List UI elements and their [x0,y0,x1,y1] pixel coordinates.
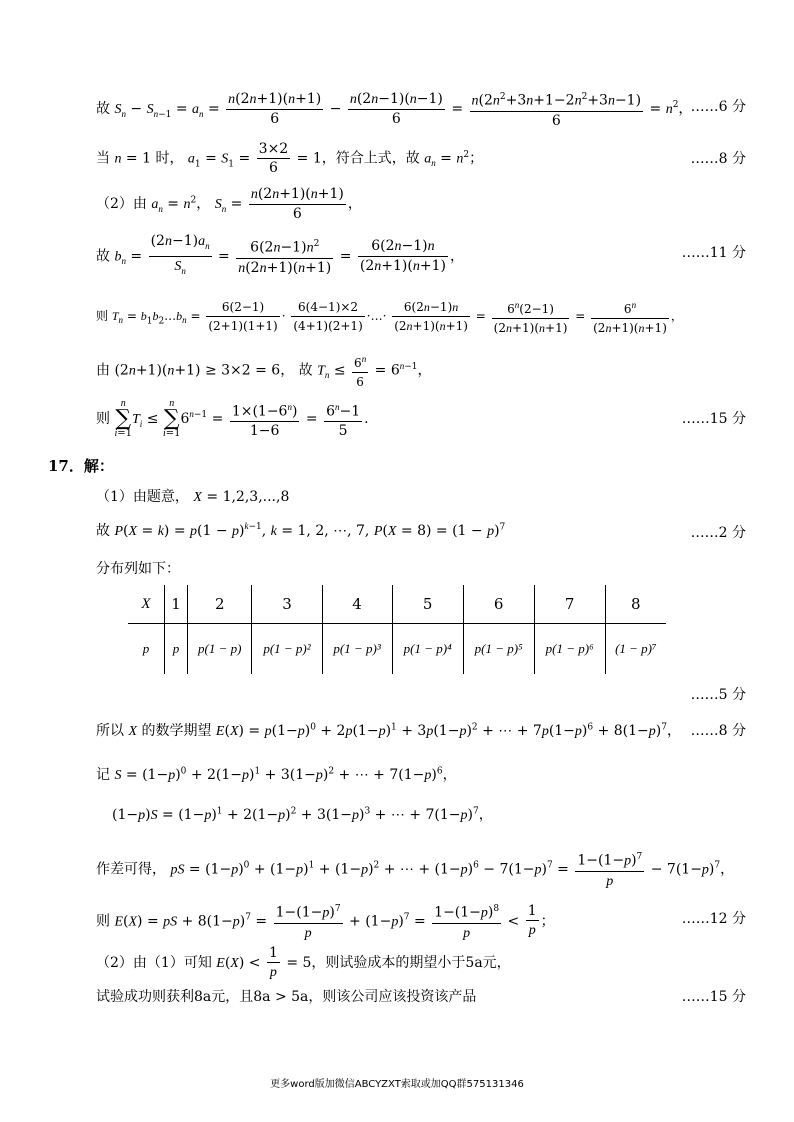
table-cell: X [128,585,165,624]
points-2: ……2 分 [690,525,746,541]
points-8b: ……8 分 [690,723,746,739]
footer-note: 更多word版加微信ABCYZXT索取或加QQ群575131346 [270,1079,524,1090]
equation-an-derivation: 故 $S_n - S_{n-1} = a_n$ = $\frac{n(2n+1)(n+1)}{6}$ − $\frac{n(2n-1)(n-1)}{6}$ = $\frac{n(2n^2+3n+1-2n^2+3n-1)}{6}$ = $n^2$， [96,88,692,130]
points-6: ……6 分 [690,99,746,115]
equation-s-shifted: $(1-p)S = (1-p)^1 + 2(1-p)^2 + 3(1-p)^3$ + ⋯ + $7(1-p)^7$， [112,806,493,823]
table-row [128,624,666,675]
table-cell: p [128,624,165,675]
points-15: ……15 分 [681,411,746,427]
equation-s-definition: 记 $S = (1-p)^0 + 2(1-p)^1 + 3(1-p)^2$ + ⋯ + $7(1-p)^6$， [96,766,457,783]
equation-n-equals-1: 当 n = 1 时， $a_1 = S_1$ = $\frac{3\times 2}{6}$ = 1，符合上式，故 $a_n = n^2$； [96,141,484,176]
equation-sum-tn: 则 n ∑ $i=1T_i \le n$ ∑ $i=16^{n-1}$ = $\frac{1\times(1-6^n)}{1-6}$ = $\frac{6^n-1}{5}$ . [96,397,369,439]
table-cell: p(1 − p)³ [322,624,392,675]
distribution-label: 分布列如下： [96,561,180,577]
table-cell: p(1 − p)² [252,624,322,675]
equation-tn-bound: 由 (2n+1)(n+1) ≥ 3×2 = 6， 故 $T_n$ ≤ $\frac{6^n}{6}$ = $6^{n-1}$， [96,350,432,391]
points-8: ……8 分 [690,151,746,167]
final-conclusion: 试验成功则获利8a元，且8a > 5a，则该公司应该投资该产品 [96,989,477,1005]
points-12: ……12 分 [681,911,746,927]
table-cell: 7 [534,585,605,624]
part2-tail: ，则试验成本的期望小于5a元， [311,955,511,971]
equation-expectation: 所以 X 的数学期望 $E(X) = p(1-p)^0 + 2p(1-p)^1 + 3p(1-p)^2$ + ⋯ + $7p(1-p)^6 + 8(1-p)^7$， [96,722,681,739]
distribution-table [128,585,666,674]
equation-ps-difference: 作差可得， pS = $(1-p)^0 + (1-p)^1 + (1-p)^2$ + ⋯ + $(1-p)^6 - 7(1-p)^7$ = $\frac{1-(1-p)^7}{p}$ − $7(1-p)^7$， [96,848,734,891]
table-cell: 2 [188,585,252,624]
equation-x-values: （1）由题意， X = 1,2,3,...,8 [96,489,290,505]
table-cell: p(1 − p)⁵ [463,624,534,675]
points-15b: ……15 分 [681,989,746,1005]
table-cell: 5 [392,585,463,624]
table-cell: 3 [252,585,322,624]
points-5: ……5 分 [690,687,746,703]
equation-px-k: 故 $P(X = k) = p(1 - p)^{k-1}$, k = 1, 2, ⋯, 7, $P(X = 8) = (1 - p)^7$ [96,521,506,539]
points-11: ……11 分 [681,245,746,261]
table-cell: (1 − p)⁷ [615,641,657,656]
table-cell: 8 [605,585,666,624]
table-header-row [128,585,666,624]
table-cell: p(1 − p)⁴ [392,624,463,675]
question-17-heading: 17．解： [48,457,114,475]
table-cell: 6 [463,585,534,624]
table-cell: 4 [322,585,392,624]
equation-part2-conclusion: （2）由（1）可知 E(X) < $\frac{1}{p}$ = 5，则试验成本的期望小于5a元， [96,945,511,980]
table-cell: p(1 − p) [188,624,252,675]
equation-part2-given: （2）由 $a_n = n^2$， $S_n$ = $\frac{n(2n+1)(n+1)}{6}$ ， [96,186,362,222]
table-cell: p(1 − p)⁶ [534,624,605,675]
equation-ex-result: 则 E(X) = pS + $8(1-p)^7$ = $\frac{1-(1-p)^7}{p}$ + $(1-p)^7$ = $\frac{1-(1-p)^8}{p}$ < $\frac{1}{p}$ ； [96,900,555,943]
equation-bn: 故 $b_n$ = $\frac{(2n-1)a_n}{S_n}$ = $\frac{6(2n-1)n^2}{n(2n+1)(n+1)}$ = $\frac{6(2n-1)n}{(2n+1)(n+1)}$ ， [96,233,464,276]
part1-intro: （1）由题意， [96,489,189,505]
table-cell: 1 [165,585,188,624]
equation-tn-product: 则 $T_n$ = $b_1b_2\dots b_n$ = $\frac{6(2-1)}{(2+1)(1+1)}$ · $\frac{6(4-1)\times 2}{(4+1)(2+1)}$ ·…· $\frac{6(2n-1)n}{(2n+1)(n+1)}$ = $\frac{6^n(2-1)}{(2n+1)(n+1)}$ = $\frac{6^n}{(2n+1)(n+1)}$ ， [96,296,683,337]
table-cell: p [165,624,188,675]
